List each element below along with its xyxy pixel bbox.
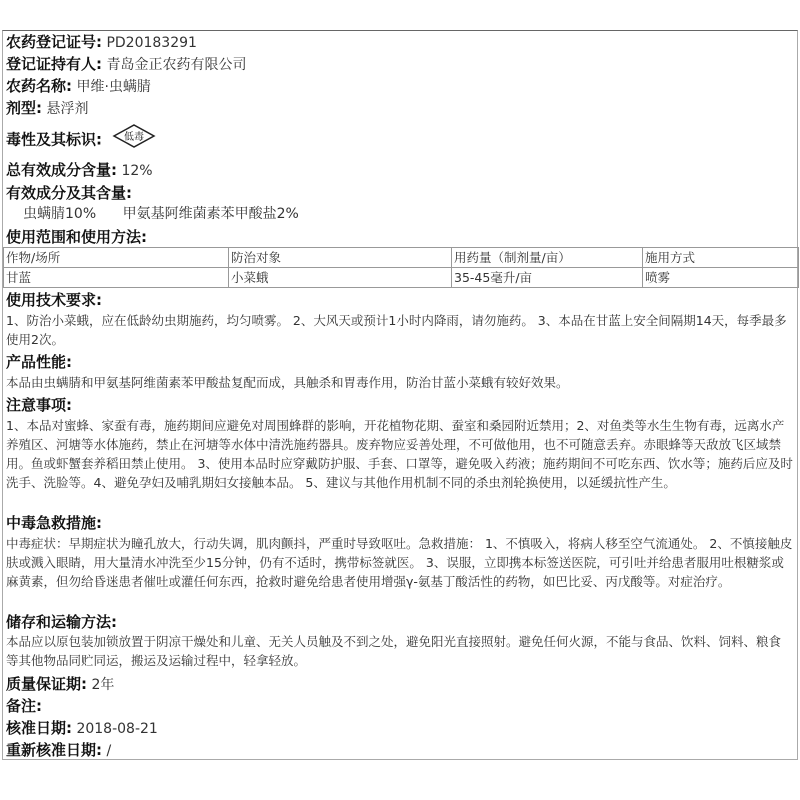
toxicity-badge-text: 低毒 bbox=[124, 132, 145, 143]
table-header-row bbox=[4, 248, 799, 268]
table-cell: 35-45毫升/亩 bbox=[452, 268, 643, 288]
perf-text: 本品由虫螨腈和甲氨基阿维菌素苯甲酸盐复配而成，具触杀和胃毒作用，防治甘蓝小菜蛾有较好效果。 bbox=[6, 375, 569, 390]
firstaid-label-row bbox=[6, 512, 793, 535]
name-value: 甲维·虫螨腈 bbox=[76, 79, 151, 95]
shelf-row bbox=[6, 673, 793, 696]
toxicity-label: 毒性及其标识: bbox=[6, 130, 102, 149]
tech-text: 1、防治小菜蛾，应在低龄幼虫期施药，均匀喷雾。 2、大风天或预计1小时内降雨，请勿施药。 3、本品在甘蓝上安全间隔期14天，每季最多使用2次。 bbox=[6, 313, 787, 347]
reapprove-row bbox=[6, 739, 793, 762]
approve-value: 2018-08-21 bbox=[76, 721, 158, 737]
form-label: 剂型: bbox=[6, 99, 42, 117]
form-row bbox=[6, 97, 793, 120]
reg-no-value: PD20183291 bbox=[106, 35, 197, 51]
table-header-cell: 施用方式 bbox=[643, 248, 799, 268]
tech-label: 使用技术要求: bbox=[6, 291, 102, 309]
tech-label-row bbox=[6, 289, 793, 312]
caution-text: 1、本品对蜜蜂、家蚕有毒，施药期间应避免对周围蜂群的影响，开花植物花期、蚕室和桑园附近禁用；2、对鱼类等水生生物有毒，远离水产养殖区、河塘等水体施药，禁止在河塘等水体中清洗施药器具。废弃物应妥善处理，不可做他用，也不可随意丢弃。赤眼蜂等天敌放飞区域禁用。鱼或虾蟹套养稻田禁止使用。 3、使用本品时应穿戴防护服、手套、口罩等，避免吸入药液；施药期间不可吃东西、饮水等；施药后应及时洗手、洗脸等。4、避免孕妇及哺乳期妇女接触本品。 5、建议与其他作用机制不同的杀虫剂轮换使用，以延缓抗性产生。 bbox=[6, 418, 793, 490]
table-row bbox=[4, 268, 799, 288]
name-label: 农药名称: bbox=[6, 77, 72, 95]
remark-label: 备注: bbox=[6, 697, 42, 715]
reapprove-value: / bbox=[106, 743, 112, 759]
usage-table bbox=[3, 247, 799, 288]
total-content-value: 12% bbox=[121, 163, 153, 179]
approve-row bbox=[6, 717, 793, 740]
holder-value: 青岛金正农药有限公司 bbox=[106, 57, 247, 73]
registration-document bbox=[2, 30, 798, 760]
low-toxicity-badge-icon bbox=[112, 123, 156, 158]
shelf-value: 2年 bbox=[91, 677, 115, 693]
table-header-cell: 防治对象 bbox=[229, 248, 452, 268]
ingredient-item: 甲氨基阿维菌素苯甲酸盐2% bbox=[122, 206, 299, 222]
reg-no-row bbox=[6, 31, 793, 54]
storage-text: 本品应以原包装加锁放置于阴凉干燥处和儿童、无关人员触及不到之处，避免阳光直接照射。避免任何火源，不能与食品、饮料、饲料、粮食等其他物品同贮同运，搬运及运输过程中，轻拿轻放。 bbox=[6, 634, 782, 668]
toxicity-row bbox=[6, 123, 793, 158]
storage-label: 储存和运输方法: bbox=[6, 613, 117, 631]
firstaid-text: 中毒症状：早期症状为瞳孔放大，行动失调，肌肉颤抖，严重时导致呕吐。急救措施： 1、不慎吸入，将病人移至空气流通处。 2、不慎接触皮肤或溅入眼睛，用大量清水冲洗至少15分钟，仍有不适时，携带标签就医。 3、误服，立即携本标签送医院，可引吐并给患者服用吐根糖浆或麻黄素，但勿给昏迷患者催吐或灌任何东西，抢救时避免给患者使用增强γ-氨基丁酸活性的药物，如巴比妥、丙戊酸等。对症治疗。 bbox=[6, 536, 793, 589]
ingredient-item: 虫螨腈10% bbox=[23, 206, 97, 222]
reapprove-label: 重新核准日期: bbox=[6, 741, 102, 759]
storage-label-row bbox=[6, 611, 793, 634]
holder-label: 登记证持有人: bbox=[6, 55, 102, 73]
form-value: 悬浮剂 bbox=[46, 101, 89, 117]
table-cell: 甘蓝 bbox=[4, 268, 229, 288]
approve-label: 核准日期: bbox=[6, 719, 72, 737]
name-row bbox=[6, 75, 793, 98]
perf-label-row bbox=[6, 351, 793, 374]
caution-label-row bbox=[6, 394, 793, 417]
firstaid-label: 中毒急救措施: bbox=[6, 514, 102, 532]
ingredients-list bbox=[23, 204, 321, 224]
perf-label: 产品性能: bbox=[6, 353, 72, 371]
total-content-label: 总有效成分含量: bbox=[6, 161, 117, 179]
ingredients-label: 有效成分及其含量: bbox=[6, 184, 132, 202]
table-header-cell: 用药量（制剂量/亩） bbox=[452, 248, 643, 268]
caution-label: 注意事项: bbox=[6, 396, 72, 414]
usage-label-row bbox=[6, 226, 793, 249]
reg-no-label: 农药登记证号: bbox=[6, 33, 102, 51]
table-cell: 喷雾 bbox=[643, 268, 799, 288]
table-cell: 小菜蛾 bbox=[229, 268, 452, 288]
holder-row bbox=[6, 53, 793, 76]
shelf-label: 质量保证期: bbox=[6, 675, 87, 693]
remark-row bbox=[6, 695, 793, 718]
table-header-cell: 作物/场所 bbox=[4, 248, 229, 268]
ingredients-label-row bbox=[6, 182, 793, 205]
total-content-row bbox=[6, 159, 793, 182]
usage-label: 使用范围和使用方法: bbox=[6, 228, 147, 246]
